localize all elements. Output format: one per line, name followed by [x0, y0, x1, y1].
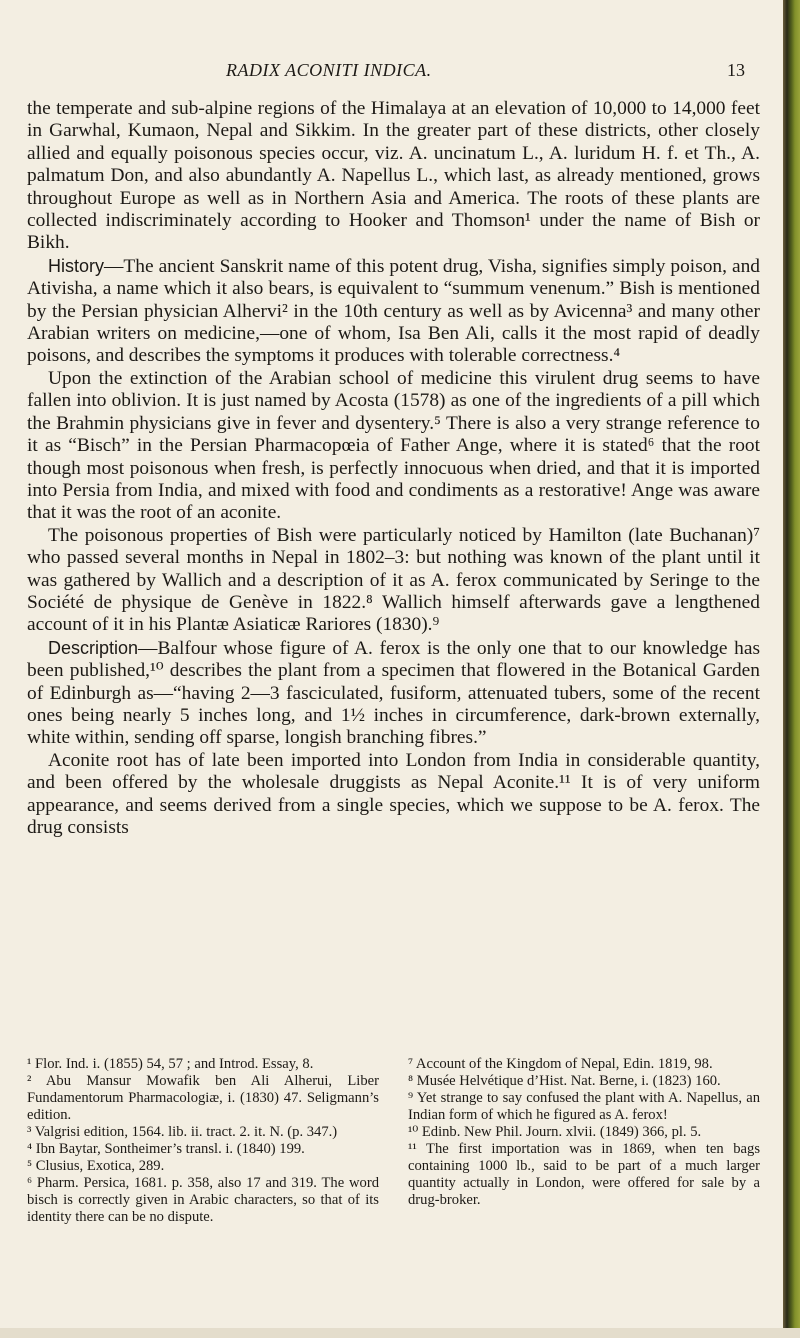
paragraph-poisonous-properties: The poisonous properties of Bish were particularly noticed by Hamilton (late Buchanan)⁷ who passed several months in Nepal in 1802–3: but nothing was known of the plant until it was gathered by Wallich and a description of it as A. ferox communicated by Seringe to the Société de physique de Genève in 1822.⁸ Wallich himself afterwards gave a lengthened account of it in his Plantæ Asiaticæ Rariores (1830).⁹ [27, 524, 760, 636]
paragraph-aconite-root: Aconite root has of late been imported into London from India in considerable quantity, and been offered by the wholesale druggists as Nepal Aconite.¹¹ It is of very uniform appearance, and seems derived from a single species, which we suppose to be A. ferox. The drug consists [27, 749, 760, 838]
footnote-6: ⁶ Pharm. Persica, 1681. p. 358, also 17 and 319. The word bisch is correctly given in Arabic characters, so that of its identity there can be no dispute. [27, 1175, 379, 1225]
paragraph-arabian-school: Upon the extinction of the Arabian school of medicine this virulent drug seems to have fallen into oblivion. It is just named by Acosta (1578) as one of the ingredients of a pill which the Brahmin physicians give in fever and dysentery.⁵ There is also a very strange reference to it as “Bisch” in the Persian Pharmacopœia of Father Ange, where it is stated⁶ that the root though most poisonous when fresh, is perfectly innocuous when dried, and that it is imported into Persia from India, and mixed with food and condiments as a restorative! Ange was aware that it was the root of an aconite. [27, 367, 760, 524]
footnotes [27, 1056, 760, 1226]
page-number: 13 [727, 60, 745, 80]
bottom-margin [0, 1328, 800, 1338]
section-heading-description: Description [48, 637, 139, 658]
footnote-11: ¹¹ The first importation was in 1869, when ten bags containing 1000 lb., said to be part of a much larger quantity actually in London, were offered for sale by a drug-broker. [408, 1141, 760, 1208]
footnote-7: ⁷ Account of the Kingdom of Nepal, Edin. 1819, 98. [408, 1056, 713, 1072]
paragraph-history [27, 255, 760, 368]
footnote-3: ³ Valgrisi edition, 1564. lib. ii. tract. 2. it. N. (p. 347.) [27, 1124, 338, 1140]
footnotes-right-column [408, 1056, 760, 1226]
paragraph-description-text: —Balfour whose figure of A. ferox is the only one that to our knowledge has been published,¹⁰ describes the plant from a specimen that flowered in the Botanical Garden of Edinburgh as—“having 2—3 fasciculated, fusiform, attenuated tubers, some of the recent ones being nearly 5 inches long, and 1½ inches in circumference, dark-brown externally, white within, sending off sparse, longish branching fibres.” [27, 637, 760, 749]
page-edge-binding [783, 0, 800, 1338]
paragraph-intro: the temperate and sub-alpine regions of the Himalaya at an elevation of 10,000 to 14,000 feet in Garwhal, Kumaon, Nepal and Sikkim. In the greater part of these districts, other closely allied and equally poisonous species occur, viz. A. uncinatum L., A. luridum H. f. et Th., A. palmatum Don, and also abundantly A. Napellus L., which last, as already mentioned, grows throughout Europe as well as in Northern Asia and America. The roots of these plants are collected indiscriminately according to Hooker and Thomson¹ under the name of Bish or Bikh. [27, 98, 760, 254]
footnote-10: ¹⁰ Edinb. New Phil. Journ. xlvii. (1849) 366, pl. 5. [408, 1124, 702, 1140]
running-head [0, 60, 760, 84]
main-text [27, 98, 760, 839]
footnote-5: ⁵ Clusius, Exotica, 289. [27, 1158, 165, 1174]
section-heading-history: History [48, 255, 105, 276]
footnote-1: ¹ Flor. Ind. i. (1855) 54, 57 ; and Introd. Essay, 8. [27, 1056, 314, 1072]
footnote-2: ² Abu Mansur Mowafik ben Ali Alherui, Liber Fundamentorum Pharmacologiæ, i. (1830) 47. Seligmann’s edition. [27, 1073, 379, 1123]
footnote-8: ⁸ Musée Helvétique d’Hist. Nat. Berne, i. (1823) 160. [408, 1073, 721, 1089]
running-head-title: RADIX ACONITI INDICA. [226, 60, 432, 80]
paragraph-history-text: —The ancient Sanskrit name of this potent drug, Visha, signifies simply poison, and Ativisha, a name which it also bears, is equivalent to “summum venenum.” Bish is mentioned by the Persian physician Alhervi² in the 10th century as well as by Avicenna³ and many other Arabian writers on medicine,—one of whom, Isa Ben Ali, calls it the most rapid of deadly poisons, and describes the symptoms it produces with tolerable correctness.⁴ [27, 255, 760, 367]
footnote-4: ⁴ Ibn Baytar, Sontheimer’s transl. i. (1840) 199. [27, 1141, 305, 1157]
footnote-9: ⁹ Yet strange to say confused the plant with A. Napellus, an Indian form of which he figured as A. ferox! [408, 1090, 760, 1123]
paragraph-description [27, 637, 760, 750]
footnotes-left-column [27, 1056, 379, 1226]
